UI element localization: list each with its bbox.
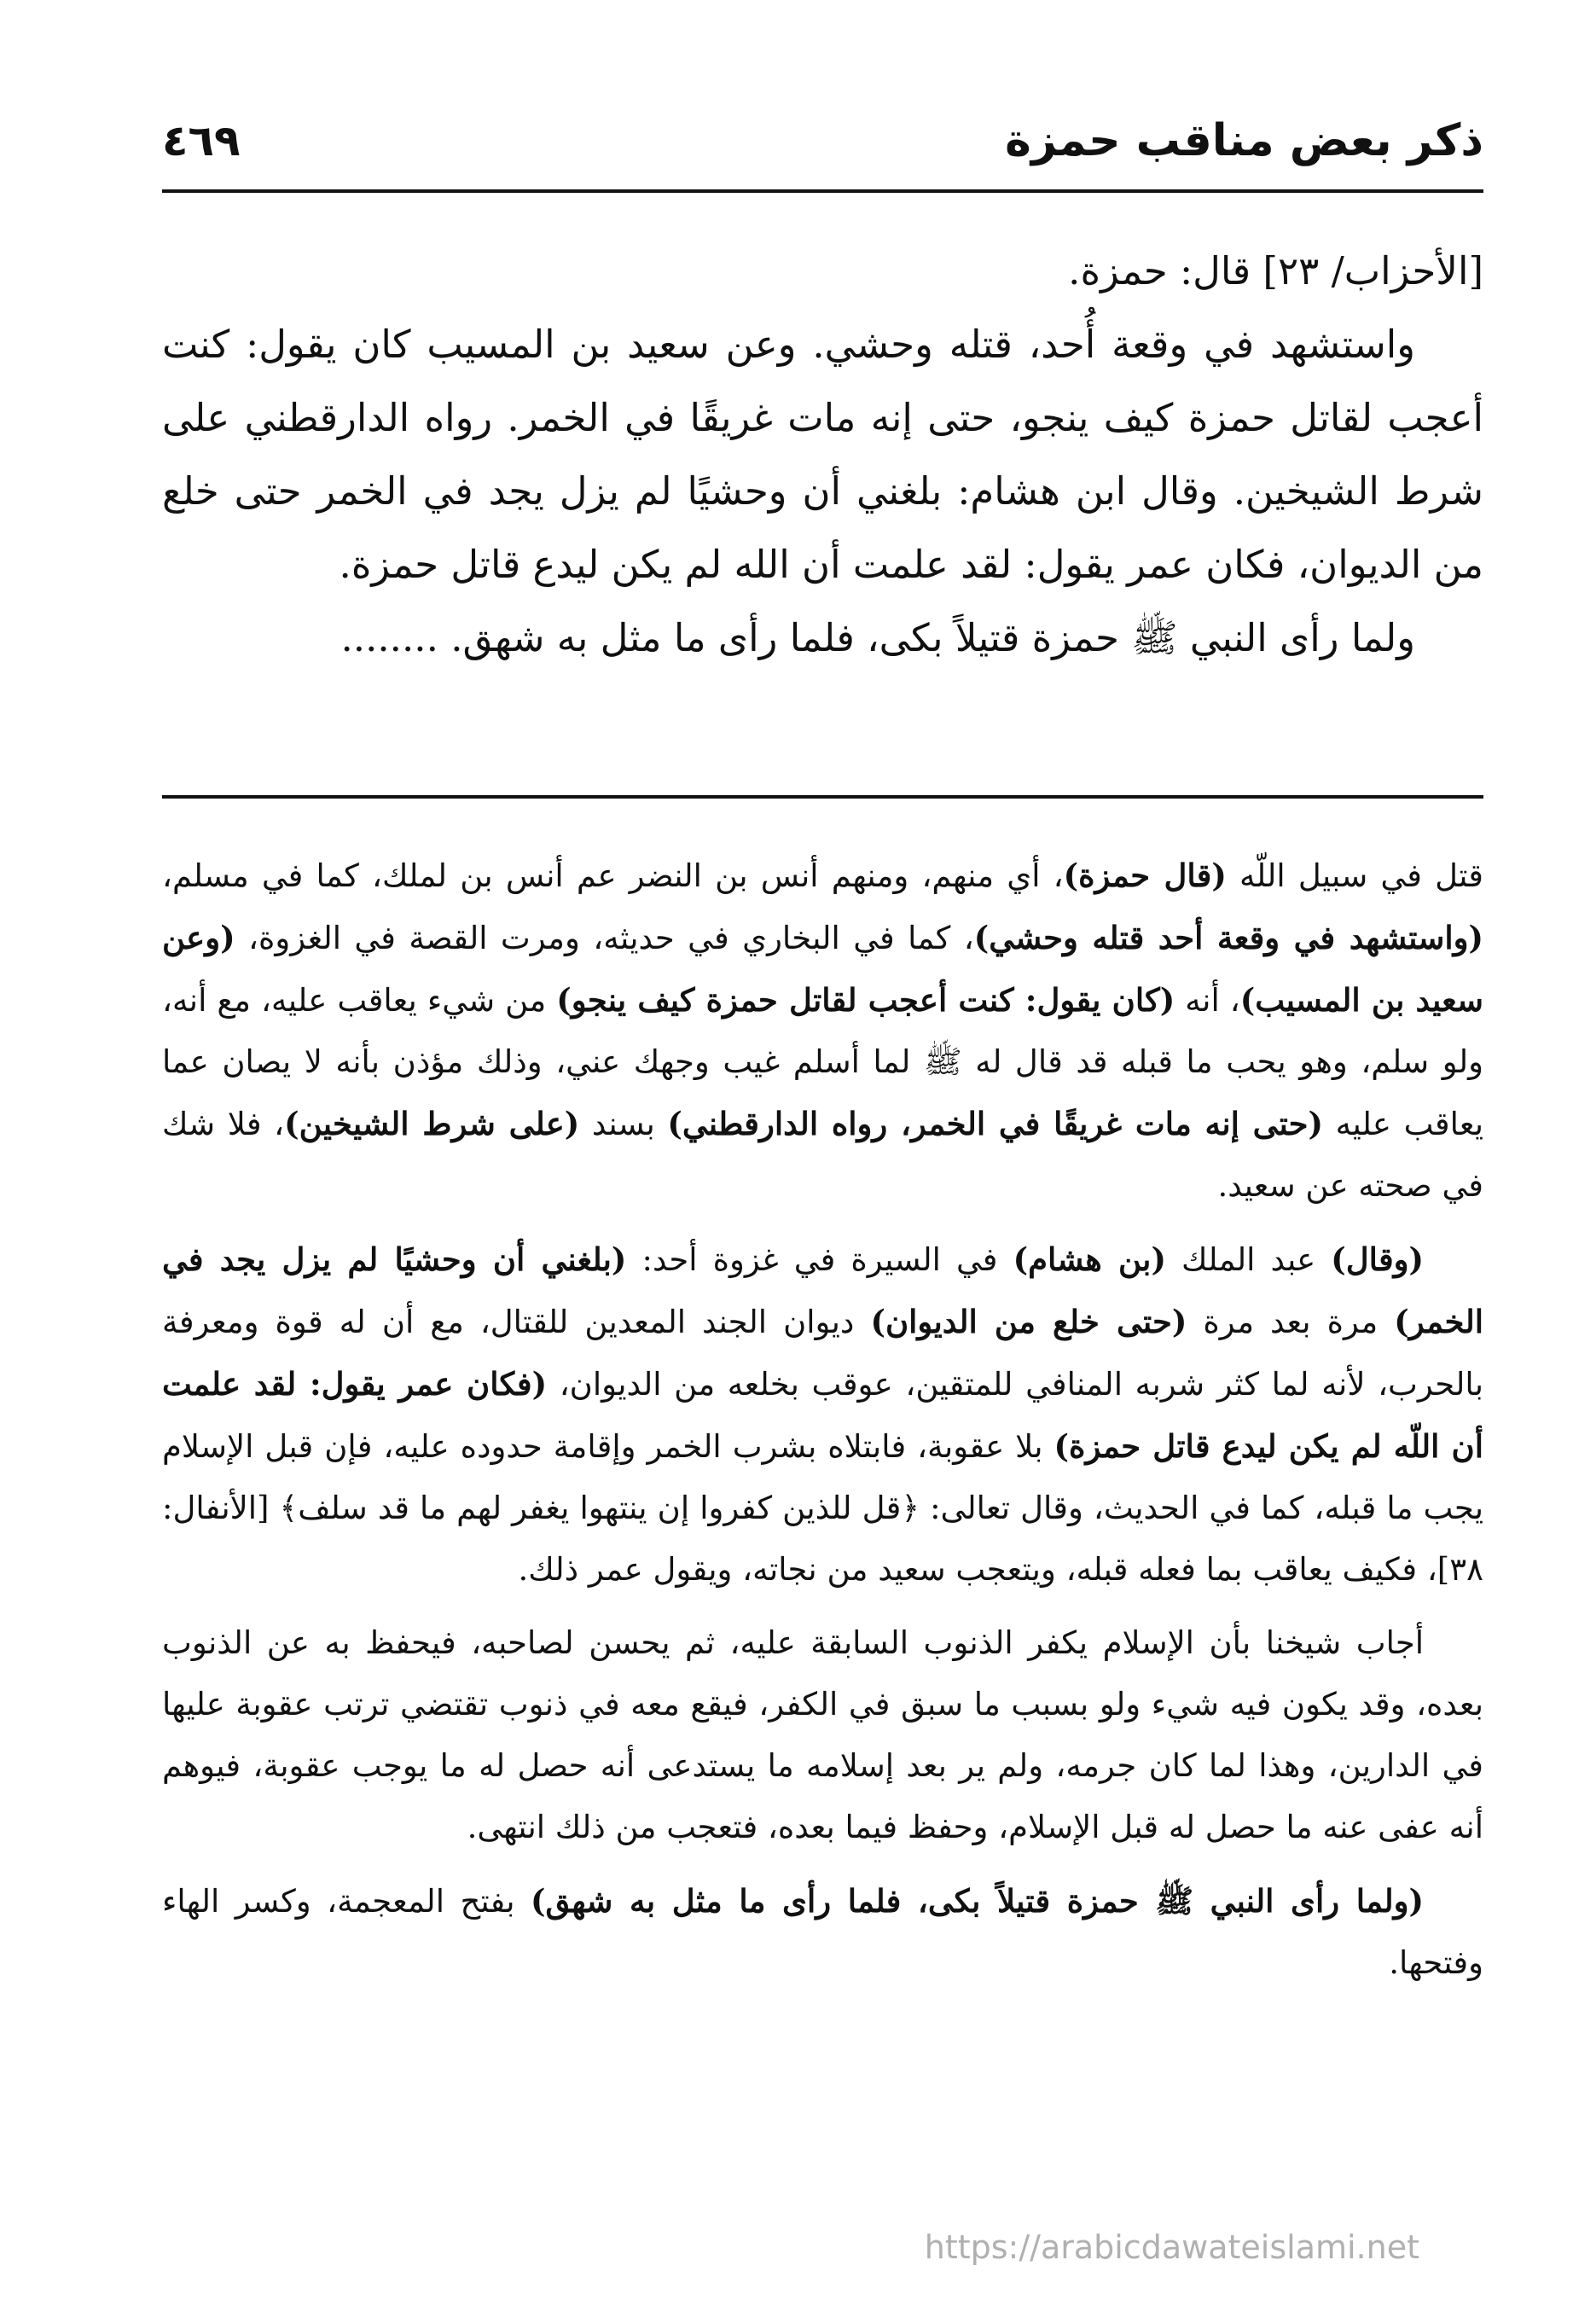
commentary-segment: عبد الملك: [1165, 1241, 1332, 1278]
commentary-segment: قتل في سبيل اللّه: [1226, 857, 1483, 894]
quoted-text: (حتى إنه مات غريقًا في الخمر، رواه الدارقطني): [667, 1105, 1324, 1142]
quoted-text: (على شرط الشيخين): [284, 1105, 580, 1142]
quoted-text: (ولما رأى النبي ﷺ حمزة قتيلاً بكى، فلما رأى ما مثل به شهق): [531, 1882, 1424, 1920]
page-number: ٤٦٩: [162, 116, 241, 166]
main-paragraph: ولما رأى النبي ﷺ حمزة قتيلاً بكى، فلما رأى ما مثل به شهق. ........: [340, 615, 1415, 660]
running-title: ذكر بعض مناقب حمزة: [1005, 115, 1483, 166]
quoted-text: (وقال): [1331, 1240, 1425, 1278]
commentary-paragraph: [162, 1870, 1483, 1994]
commentary-segment: في السيرة في غزوة أحد:: [626, 1241, 1013, 1278]
commentary-divider: [162, 795, 1483, 799]
quoted-text: (فكان عمر يقول: لقد علمت أن اللّه لم يكن ليدع قاتل حمزة): [162, 1365, 1483, 1465]
commentary-paragraph: [162, 1229, 1483, 1601]
page-header: [162, 102, 1483, 179]
commentary-segment: ، فلا شك في صحته عن سعيد.: [162, 1106, 1483, 1204]
quoted-text: (كان يقول: كنت أعجب لقاتل حمزة كيف ينجو): [556, 981, 1175, 1019]
quoted-text: (وعن سعيد بن المسيب): [162, 919, 1483, 1019]
quoted-text: (بلغني أن وحشيًا لم يزل يجد في الخمر): [162, 1240, 1483, 1340]
main-paragraph: واستشهد في وقعة أُحد، قتله وحشي. وعن سعيد بن المسيب كان يقول: كنت أعجب لقاتل حمزة كيف ينجو، حتى إنه مات غريقًا في الخمر. رواه الدارقطني على شرط الشيخين. وقال ابن هشام: بلغني أن وحشيًا لم يزل يجد في الخمر حتى خلع من الديوان، فكان عمر يقول: لقد علمت أن الله لم يكن ليدع قاتل حمزة.: [162, 322, 1483, 587]
watermark: https://arabicdawateislami.net: [924, 2228, 1419, 2266]
commentary-text: [162, 845, 1483, 2006]
commentary-paragraph: [162, 1612, 1483, 1858]
commentary-paragraph: [162, 845, 1483, 1217]
header-divider: [162, 189, 1483, 193]
commentary-segment: ، أنه: [1175, 982, 1240, 1019]
quoted-text: (واستشهد في وقعة أحد قتله وحشي): [973, 919, 1483, 956]
commentary-segment: من شيء يعاقب عليه، مع أنه، ولو سلم، وهو يحب ما قبله قد قال له ﷺ لما أسلم غيب وجهك عني، وذلك مؤذن بأنه لا يصان عما يعاقب عليه: [162, 982, 1484, 1142]
quoted-text: (قال حمزة): [1063, 857, 1227, 894]
quoted-text: (بن هشام): [1013, 1240, 1166, 1278]
commentary-segment: ، أي منهم، ومنهم أنس بن النضر عم أنس بن لملك، كما في مسلم،: [162, 857, 1064, 894]
commentary-segment: أجاب شيخنا بأن الإسلام يكفر الذنوب السابقة عليه، ثم يحسن لصاحبه، فيحفظ به عن الذنوب بعده، وقد يكون فيه شيء ولو بسبب ما سبق في الكفر، فيقع معه في ذنوب تقتضي ترتب عقوبة عليها في الدارين، وهذا لما كان جرمه، ولم ير بعد إسلامه ما يستدعى أنه حصل له ما يوجب عقوبة، فيوهم أنه عفى عنه ما حصل له قبل الإسلام، وحفظ فيما بعده، فتعجب من ذلك انتهى.: [162, 1624, 1483, 1845]
commentary-segment: بلا عقوبة، فابتلاه بشرب الخمر وإقامة حدوده عليه، فإن قبل الإسلام يجب ما قبله، كما في الحديث، وقال تعالى: ﴿قل للذين كفروا إن ينتهوا يغفر لهم ما قد سلف﴾ [الأنفال: ٣٨]، فكيف يعاقب بما فعله قبله، ويتعجب سعيد من نجاته، ويقول عمر ذلك.: [162, 1428, 1483, 1588]
main-text: [162, 235, 1483, 675]
main-paragraph: [الأحزاب/ ٢٣] قال: حمزة.: [1068, 248, 1483, 293]
quoted-text: (حتى خلع من الديوان): [870, 1303, 1187, 1340]
commentary-segment: بسند: [579, 1106, 668, 1142]
commentary-segment: ديوان الجند المعدين للقتال، مع أن له قوة ومعرفة بالحرب، لأنه لما كثر شربه المنافي للمتقين، عوقب بخلعه من الديوان،: [162, 1304, 1483, 1403]
commentary-segment: ، كما في البخاري في حديثه، ومرت القصة في الغزوة،: [235, 920, 974, 956]
commentary-segment: بفتح المعجمة، وكسر الهاء وفتحها.: [162, 1883, 1483, 1981]
commentary-segment: مرة بعد مرة: [1187, 1304, 1395, 1340]
